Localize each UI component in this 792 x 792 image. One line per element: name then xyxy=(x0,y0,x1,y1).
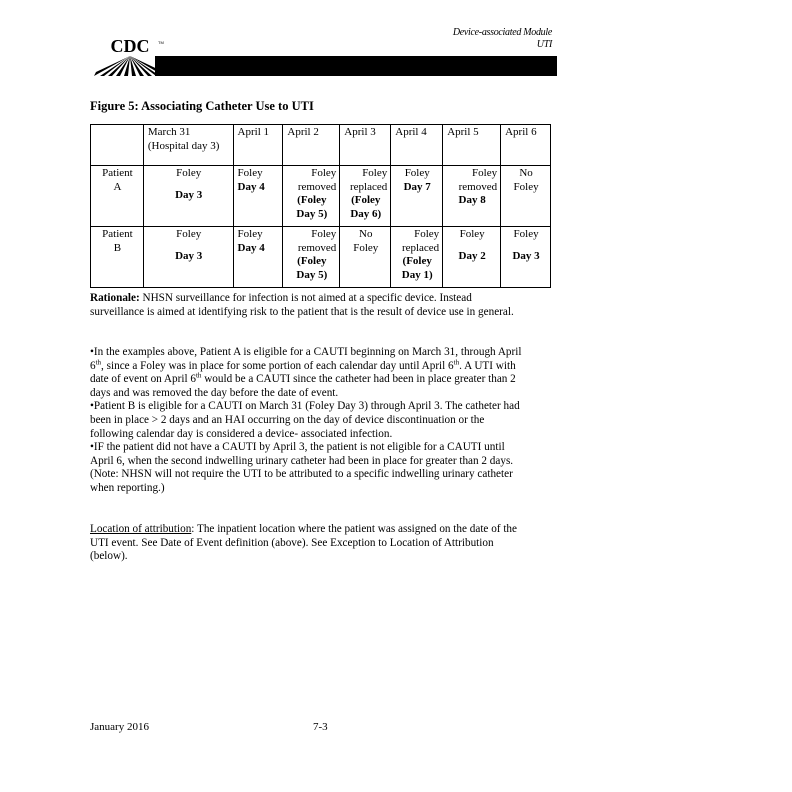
bullet-text: . A UTI with date of event on April 6 xyxy=(90,359,516,386)
table-cell xyxy=(283,227,340,288)
bullet-text: In the examples above, Patient A is eligible for a CAUTI beginning on March 31, through April 6 xyxy=(90,346,522,372)
header-cell: April 6 xyxy=(501,125,551,166)
cell-bold: (Foley Day 5) xyxy=(296,255,328,281)
cell-text: No xyxy=(359,228,373,240)
table-header-row xyxy=(91,125,551,166)
header-cell: March 31 (Hospital day 3) xyxy=(143,125,233,166)
table-cell xyxy=(233,227,283,288)
cell-text: Foley xyxy=(513,228,539,240)
cell-text: Foley xyxy=(311,167,337,179)
bullet-text: IF the patient did not have a CAUTI by April 3, the patient is not eligible for a CAUTI until April 6, when the second indwelling urinary catheter had been in place for greater than 2 days. (Note: NHSN will not require the UTI to be attributed to a specific indwelling urinary catheter when reporting.) xyxy=(90,441,514,494)
table-cell xyxy=(501,227,551,288)
cell-text: Foley xyxy=(353,241,379,254)
table-cell xyxy=(143,166,233,227)
header-cell: April 4 xyxy=(391,125,443,166)
cell-text: Foley xyxy=(404,167,430,179)
logo-text: CDC xyxy=(110,36,150,56)
cell-text: removed xyxy=(458,180,498,193)
cdc-logo-mark xyxy=(90,36,170,78)
row-label xyxy=(91,166,144,227)
table-cell xyxy=(501,166,551,227)
bullet-text: , since a Foley was in place for some portion of each calendar day until April 6 xyxy=(101,359,454,372)
location-label: Location of attribution xyxy=(90,523,192,535)
bullet-text: would be a CAUTI since the catheter had been in place greater than 2 days and was removed the day before the date of event. xyxy=(90,373,516,399)
cell-text: Foley xyxy=(472,167,498,179)
superscript: th xyxy=(95,357,102,366)
cell-text: replaced xyxy=(401,241,440,254)
header-cell: April 5 xyxy=(443,125,501,166)
cell-text: Foley xyxy=(513,180,539,193)
table-cell xyxy=(340,166,391,227)
table-cell xyxy=(143,227,233,288)
module-name: Device-associated Module xyxy=(452,27,552,38)
table-cell xyxy=(391,166,443,227)
cell-text: Foley xyxy=(362,167,388,179)
header-cell: April 3 xyxy=(340,125,391,166)
footer-date: January 2016 xyxy=(90,721,149,733)
bullet-list xyxy=(90,346,530,496)
figure-title: Figure 5: Associating Catheter Use to UTI xyxy=(90,99,314,113)
cell-bold: Day 2 xyxy=(458,249,486,262)
cdc-logo xyxy=(90,36,557,78)
rationale-text: NHSN surveillance for infection is not aimed at a specific device. Instead surveillance is aimed at identifying risk to the patient that is the result of device use in general. xyxy=(90,292,514,318)
cell-text: Foley xyxy=(237,228,263,240)
cell-text: Foley xyxy=(176,228,202,240)
location-text: The inpatient location where the patient was assigned on the date of the UTI event. See Date of Event definition (above). See Exception to Location of Attribution (below). xyxy=(90,523,517,563)
cell-bold: (Foley Day 1) xyxy=(401,255,433,281)
cell-bold: Day 8 xyxy=(458,194,486,206)
bullet-item: •Patient B is eligible for a CAUTI on March 31 (Foley Day 3) through April 3. The catheter had been in place > 2 days and an HAI occurring on the day of device discontinuation or the following calendar day is considered a device- associated infection. xyxy=(90,400,520,440)
table-cell xyxy=(443,166,501,227)
module-subname: UTI xyxy=(536,39,552,50)
row-label-line: A xyxy=(113,180,122,193)
cell-text: No xyxy=(519,167,533,179)
cell-text: Foley xyxy=(414,228,440,240)
cell-text: replaced xyxy=(350,180,388,193)
row-label-line: Patient xyxy=(102,167,133,179)
cell-bold: Day 7 xyxy=(403,180,431,193)
table-cell xyxy=(233,166,283,227)
header-bar xyxy=(155,56,557,76)
rationale-paragraph xyxy=(90,292,520,319)
cell-bold: Day 3 xyxy=(175,249,203,262)
logo-trademark: TM xyxy=(158,40,164,45)
table-cell xyxy=(443,227,501,288)
cell-text: Foley xyxy=(176,167,202,179)
catheter-table xyxy=(90,124,551,288)
cell-bold: (Foley Day 5) xyxy=(296,194,328,220)
header-cell: April 1 xyxy=(233,125,283,166)
header-cell xyxy=(91,125,144,166)
superscript: th xyxy=(195,371,202,380)
page-number: 7-3 xyxy=(313,721,328,733)
cell-text: Foley xyxy=(311,228,337,240)
table-row xyxy=(91,166,551,227)
bullet-item: •IF the patient did not have a CAUTI by April 3, the patient is not eligible for a CAUTI until April 6, when the second indwelling urinary catheter had been in place for greater than 2 days. (Note: NHSN will not require the UTI to be attributed to a specific indwelling urinary catheter when reporting.) xyxy=(90,441,514,494)
table-cell xyxy=(340,227,391,288)
superscript: th xyxy=(453,357,460,366)
header-cell: April 2 xyxy=(283,125,340,166)
cell-bold: Day 3 xyxy=(512,249,540,262)
row-label xyxy=(91,227,144,288)
cell-bold: Day 3 xyxy=(175,188,203,201)
rationale-label: Rationale: xyxy=(90,292,140,304)
row-label-line: Patient xyxy=(102,228,133,240)
cell-bold: (Foley Day 6) xyxy=(350,194,382,220)
cell-text: removed xyxy=(297,180,337,193)
bullet-text: Patient B is eligible for a CAUTI on March 31 (Foley Day 3) through April 3. The catheter had been in place > 2 days and an HAI occurring on the day of device discontinuation or the following calendar day is considered a device- associated infection. xyxy=(90,400,520,440)
table-cell xyxy=(391,227,443,288)
cell-text: removed xyxy=(297,241,337,254)
table-cell xyxy=(283,166,340,227)
row-label-line: B xyxy=(113,241,122,254)
bullet-item: •In the examples above, Patient A is eligible for a CAUTI beginning on March 31, through April 6th, since a Foley was in place for some portion of each calendar day until April 6th. A UTI with date of event on April 6th would be a CAUTI since the catheter had been in place greater than 2 days and was removed the day before the date of event. xyxy=(90,346,522,399)
cell-text: Foley xyxy=(459,228,485,240)
cell-bold: Day 4 xyxy=(237,241,265,254)
location-paragraph xyxy=(90,523,520,564)
cell-bold: Day 4 xyxy=(237,180,265,193)
cell-text: Foley xyxy=(237,167,263,179)
location-colon: : xyxy=(191,523,195,535)
table-row xyxy=(91,227,551,288)
